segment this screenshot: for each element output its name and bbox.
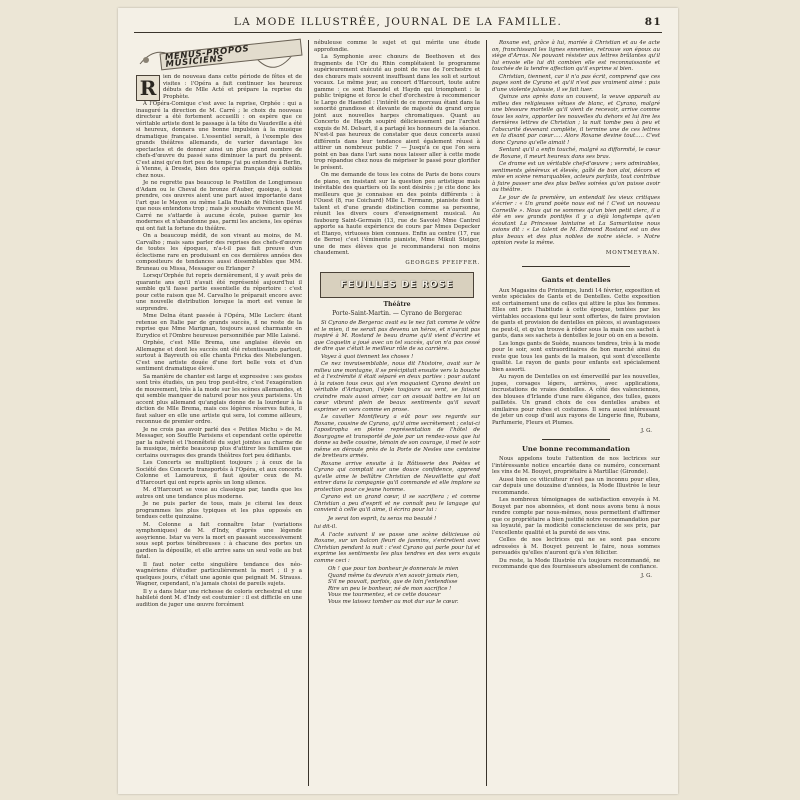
paragraph: Nous appelons toute l'attention de nos lectrices sur l'intéressante notice encartée dans ce numéro, concernant les vins de M. Bouyet, propriétaire à Martillac (Gironde). [492, 456, 660, 475]
paragraph: Le cavalier Montfleury a eût pour ses regards sur Roxane, cousine de Cyrano, qu'il aime secrètement ; celui-ci l'apostropha en pleine représentation de l'hôtel de Bourgogne et transporté de joie par un rendez-vous que lui donne sa belle cousine, témoin de son courage, il met le soir même en déroute près de la Porte de Nesles une centaine de bretteurs armés. [314, 414, 480, 459]
signature-pfeiffer: GEORGES PFEIFFER. [405, 259, 480, 266]
paragraph: Ce nez invraisemblable, nous dit l'histoire, avait sur le milieu une montagne, il se précipitait ensuite vers la bouche et à l'extrémité il était séparé en deux parties : pour autant à la raison tous ceux qui s'en moquaient Cyrano devint un véritable d'Artagnan, l'épée toujours au vent, se faisant craindre mais aussi aimer, car on avouait battre en lui un cœur vibrant plein de beaux sentiments qu'il savait exprimer en vers comme en prose. [314, 361, 480, 413]
gants-heading: Gants et dentelles [541, 276, 611, 284]
author-initials: J. G. [641, 428, 652, 434]
dropcap-letter: R [136, 75, 160, 101]
paragraph: Roxane arrive ensuite à la Rôtisserie des Poètes et Cyrano qui comptait sur une douce confidence, apprend qu'elle aime le bellâtre Christian de Neuvillette qui doit entrer dans la compagnie qu'il commande et elle implore sa protection pour ce jeune homme. [314, 460, 480, 493]
banner-title: MENUS-PROPOS MUSICIENS [160, 39, 303, 71]
paragraph: Aux Magasins du Printemps, lundi 14 février, exposition et vente spéciales de Gants et de Dentelles. Cette exposition est certainement une de celles qui attire le plus les femmes. Elles ont pris l'habitude à cette époque, tentées par les véritables occasions qui leur sont offertes, de faire provision de gants et provision de dentelles en pièces, si avantageuses ne peut-il, et qu'on trouve à rôder sous la main ces sachet à gants, dans ses sachets à dentelles le jour où on en a besoin. [492, 287, 660, 339]
section-separator [542, 439, 610, 440]
recommandation-heading: Une bonne recommandation [521, 444, 631, 453]
page-number: 81 [644, 16, 662, 28]
newspaper-page [118, 8, 678, 794]
column-divider [486, 40, 487, 786]
paragraph: lui dit-il. [314, 524, 337, 530]
paragraph: Sentant qu'il a enfin touché, malgré sa difformité, le cœur de Roxane, il meurt heureux dans ses bras. [492, 147, 660, 160]
verse-line: Vous me tourmentez, et ce cette douceur [328, 592, 441, 598]
paragraph: nébuleuse comme le sujet et qui mérite une étude approfondie. [314, 40, 480, 53]
paragraph: On a beaucoup médit, de son vivant au moins, de M. Carvalho ; mais sans parler des reprises des chefs-d'œuvre de toutes les époques, n'a-t-il pas fait preuve d'un éclectisme rare en produisant en ces dernières années des compositeurs de tendances aussi dissemblables que MM. Bruneau ou Missa, Messager ou Erlanger ? [136, 233, 302, 272]
column-2 [314, 40, 480, 607]
paragraph: Celles de nos lectrices qui ne se sont pas encore adressées à M. Bouyet peuvent le faire, nous sommes persuadés qu'elles n'auront qu'à s'en féliciter. [492, 537, 660, 556]
paragraph: Le jour de la première, un entendait les vieux critiques s'écrier : « Un grand poète nous est né ! C'est un nouveau Corneille ». Nous qui ne sommes qu'un bien petit clerc, il a été en ses grands pontifes il y a déjà longtemps qu'en écoutant La Princesse lointaine et La Samaritaine nous avions dit : « Le talent de M. Edmond Rostand est un des plus beaux et des plus nobles de notre siècle. » Notre opinion reste la même. [492, 194, 660, 246]
verse-line: Je serai ton esprit, tu seras ma beauté ! [328, 515, 437, 522]
paragraph: La Symphonie avec chœurs de Beethoven et des fragments de l'Or du Rhin complétaient le programme supérieurement exécuté au point de vue de l'orchestre et des chœurs mais souvent insuffisant dans les soli et surtout vocaux. Le même jour, au concert d'Harcourt, toute autre gamme : ce sont Haendel et Haydn qui triomphent : le public trépigne et force le chef d'orchestre à recommencer le Largo de Haendel : l'intérêt de ce morceau étant dans la sonorité grandiose et élevante de majesté du grand orgue joint aux nouvelles harpes chromatiques. Quant au Concerto de Haydn soupiré délicieusement par l'archet exquis de M. Delsart, il a partagé les honneurs de la séance. N'est-il pas heureux de constater que deux concerts aussi différents dans leur tendance aient également réussi à attirer un nombreux public ? — Jusqu'à ce que l'on sera point en bas dans l'art sans nous laisser aller à cette mode trop répandue chez nous de mépriser le passé pour glorifier le présent. [314, 54, 480, 171]
column-3 [492, 40, 660, 583]
banner-title: FEUILLES DE ROSE [340, 280, 454, 290]
paragraph: Mme Delna étant passée à l'Opéra, Mlle Leclerc étant retenue en Italie par de grands succès, il ne reste de la reprise que Mme Marignan, toujours aussi charmante en Eurydice et l'Ombre heureuse personnifiée par Mlle Laisné. [136, 313, 302, 339]
paragraph: Je ne puis parler de tous, mais je citerai les deux programmes les plus typiques et les plus opposés en tendues cette quinzaine. [136, 501, 302, 520]
verse-line: Quand même tu devrais n'en savoir jamais rien, [328, 572, 459, 579]
paragraph: Du reste, la Mode Illustrée n'a toujours recommandé, ne recommande que des fournisseurs absolument de confiance. [492, 557, 660, 570]
menus-propos-banner [136, 40, 302, 70]
first-paragraph [136, 74, 302, 100]
verse-quote [328, 566, 480, 605]
paragraph: Orphée, c'est Mlle Brema, une anglaise élevée en Allemagne et dont les succès ont été retentissants partout, surtout à Bayreuth où elle chanta Fricka des Niebelungen. C'est une artiste douée d'une fort belle voix et d'un sentiment dramatique élevé. [136, 340, 302, 372]
theatre-subheading: Porte-Saint-Martin. — Cyrano de Bergerac [332, 309, 462, 317]
verse-line: S'il ne pouvait, parfois, que de loin j'entendisse [328, 579, 458, 585]
paragraph: Christian, tiennent, car il n'a pas écrit, comprend que ces pages sont de Cyrano et qu'il n'est pas vraiment aimé : puis d'une violente jalousie, il se fait tuer. [492, 73, 660, 93]
paragraph: Quinze ans après dans un couvent, la veuve apparaît au milieu des religieuses vêtues de blanc, et Cyrano, malgré une blessure mortelle qu'il vient de recevoir, arrive comme tous les soirs, apporter les nouvelles du dehors et lui lire les dernières lettres de Christian ; la nuit tombe peu à peu et l'obscurité devenant complète, il termine une de ces lettres en la disant par cœur….. Alors Roxane devine tout….. C'est donc Cyrano qu'elle aimait ! [492, 94, 660, 146]
verse-line: Rire un peu le bonheur, né de mon sacrifice ! [328, 585, 452, 592]
paragraph: Ce drame est un véritable chef-d'œuvre ; vers admirables, sentiments généreux et élevés, gaîté de bon aloi, décors et mise en scène remarquables, acteurs parfaits, tout contribue à faire passer une des plus belles soirées qu'on puisse avoir au théâtre. [492, 161, 660, 193]
paragraph: Sa manière de chanter est large et expressive : ses gestes sont très étudiés, un peu trop peut-être, c'est l'exagération de mouvement, très à la mode sur les scènes allemandes, et qui semble manquer de naturel pour nos yeux parisiens. Un accent plus allemand qu'anglais donne de la lourdeur à la diction de Mlle Brema, mais ces légères réserves faites, il faut saluer en elle une artiste qui sera, loi comme ailleurs, reconnue de premier ordre. [136, 373, 302, 425]
paragraph: Voyez à quoi tiennent les choses ! [321, 353, 414, 360]
journal-title: LA MODE ILLUSTRÉE, JOURNAL DE LA FAMILLE. [233, 16, 563, 28]
paragraph: Je ne regrette pas beaucoup le Postillon de Longjumeau d'Adam ou le Cheval de bronze d'Auber, quoique, à tout prendre, ces œuvres aient une part aussi importante dans l'art que le Mayon ou même Lalla Roukh de Félicien David que nous entendons trop ; mais je souhaite vivement que M. Carré ne s'attarde à aucune école, puisse garnir les modernes et n'abandonne pas, parmi les anciens, les opéras qui ont fait la fortune du théâtre. [136, 180, 302, 232]
paragraph: Roxane est, grâce à lui, mariée à Christian et au 4e acte on, franchissant les lignes ennemies, retrouve son époux au siège d'Arras. Ne pouvant résister aux lettres brûlantes qu'il lui envoie elle lui dit combien elle est reconnaissante et touchée de la tendre affection qu'il exprime si bien. [492, 40, 660, 72]
paragraph: Aussi bien ce viticulteur n'est pas un inconnu pour elles, car depuis une douzaine d'années, la Mode Illustrée le leur recommande. [492, 476, 660, 496]
paragraph: Les longs gants de Suède, nuances tendres, très à la mode pour le soir, sont extraordinaires de bon marché ainsi du reste que tous les gants de la maison, qui sont d'excellente qualité. Le rayon de gants pour enfants est spécialement bien assorti. [492, 340, 660, 373]
paragraph: M. Colonne a fait connaître Istar (variations symphoniques) de M. d'Indy, d'après une légende assyrienne. Istar va vers la mort en passant successivement sous sept portes ténébreuses : à chacune des portes un gardien la dépouille, et elle arrive sans un seul voile au but fatal. [136, 521, 302, 560]
column-divider [308, 40, 309, 786]
signature-montmeyran: MONTMEYRAN. [605, 249, 660, 256]
paragraph: Il faut noter cette singulière tendance des néo-wagnériens d'étudier particulièrement la mort ; il y a quelques jours, c'était une agonie que peignait M. Strauss. Wagner, cependant, n'a jamais choisi de pareils sujets. [136, 561, 302, 587]
paragraph: Si Cyrano de Bergerac avait eu le nez fait comme le vôtre et le mien, il ne serait pas devenu un héros, et n'aurait pas inspiré à M. Rostand le beau drame qu'il vient d'écrire et que Coquelin a joué avec un tel succès, qu'on n'a pas cessé de dire que c'était le meilleur rôle de sa carrière. [314, 320, 480, 352]
section-separator [522, 266, 630, 267]
author-initials: J. G. [641, 572, 652, 579]
paragraph: Au rayon de Dentelles on est émerveillé par les nouvelles, jupes, corsages légers, arrières, avec applications, incrustations de vraies dentelles. A côté des valenciennes, des blouses d'Irlande d'une rare élégance, des tulles, gazes pailletés. Un grand choix de ces dentelles arabes et similaires pour robes et costumes. Il sera aussi intéressant de jeter un coup d'œil aux rayons de Lingerie fine, Rubans, Parfumerie, Fleurs et Plumes. [492, 374, 660, 426]
feuilles-de-rose-banner [320, 272, 474, 298]
paragraph: A l'acte suivant il se passe une scène délicieuse où Roxane, sur un balcon fleuri de jasmins, s'entretient avec Christian pendant la nuit : c'est Cyrano qui parle pour lui et exprime les sentiments les plus tendres en des vers exquis comme ceci : [314, 531, 480, 564]
column-1 [136, 40, 302, 609]
paragraph: Cyrano est un grand cœur, il se sacrifiera ; et comme Christian a peu d'esprit et ne connaît peu le langage qui convient à celle qu'il aime, il écrira pour lui : [314, 494, 480, 513]
header-rule [134, 32, 662, 33]
verse-line: Vous me laissez tomber au mot dur sur le cœur. [328, 598, 459, 605]
verse-quote [328, 516, 480, 523]
theatre-heading: Théâtre [383, 301, 411, 308]
paragraph: Les nombreux témoignages de satisfaction envoyés à M. Bouyet par nos abonnées, et dont nous avons tenu à nous rendre compte par nous-mêmes, nous permettent d'affirmer que ce propriétaire a bien justifié notre recommandation par sa loyauté, par la modicité consciencieuse de ses prix, par l'excellente qualité et la pureté de ses vins. [492, 497, 660, 536]
paragraph: On me demande de tous les coins de Paris de bons cours de piano, en insistant sur la question peu artistique mais inévitable des quartiers où ils sont désirés ; je cite donc les meilleurs que je connaisse en des points différents : à l'Ouest (8, rue Coichard) Mlle L. Fermann, pianiste dont le talent et d'une grande distinction comme sa personne, réunit les divers cours d'enseignement musical. Au faubourg Saint-Germain (13, rue de Savoie) Mme Cantrel apporte sa haute expérience de cours par Mmes Depecker et Etanyo, virtuoses bien connues. Enfin au centre (17, rue de Berne) c'est l'éminente pianiste, Mme Mikuli Steiger, une de mes élèves que je recommanderai non moins chaudement. [314, 172, 480, 256]
paragraph: Je ne crois pas avoir parlé des « Petites Michu » de M. Messager, son Souffle Parisiens et cependant cette opérette par la naïveté et l'honnêteté du sujet jointes au charme de la musique, mérite beaucoup plus d'attirer les familles que certains ouvrages des grands théâtres fort peu édifiants. [136, 426, 302, 459]
paragraph-text: ien de nouveau dans cette période de fêtes et de visites : l'Opéra a fait continuer les heureux débuts de Mlle Acté et prépare la reprise du Prophète. [163, 74, 302, 100]
paragraph: Lorsqu'Orphée fut repris dernièrement, il y avait près de quarante ans qu'il n'avait été représenté aujourd'hui il semble qu'il fasse partie essentielle du répertoire : c'est pour cette raison que M. Carvalho le préparait encore avec une nouvelle distribution lorsque la mort est venue le surprendre. [136, 273, 302, 312]
paragraph: A l'Opéra-Comique c'est avec la reprise, Orphée : qui a inauguré la direction de M. Carré ; le choix du nouveau directeur a été fortement accueilli : on espère que ce véritable artiste dont le passage à la tête du Vaudeville a été si heureux, donnera une bonne impulsion à la musique dramatique française. L'essentiel serait, à l'exemple des grands théâtres allemands, de varier davantage les spectacles et de donner ainsi un plus grand nombre de chefs-d'œuvre du passé sans diminuer la part du présent. C'est ainsi qu'en fort peu de temps j'ai pu entendre à Berlin, à Vienne, à Dresde, bien des opéras français déjà oubliés chez nous. [136, 101, 302, 179]
paragraph: Il y a dans Istar une richesse de coloris orchestral et une habileté dont M. d'Indy est coutumier : il est difficile en une audition de juger une œuvre forcément [136, 588, 302, 608]
paragraph: Les Concerts se multiplient toujours ; à ceux de la Société des Concerts transportés à l'Opéra, et aux concerts Colonne et Lamoureux, il faut ajouter ceux de M. d'Harcourt qui ont repris après un long silence. [136, 460, 302, 486]
paragraph: M. d'Harcourt se voue au classique par, tandis que les autres ont une tendance plus moderne. [136, 487, 302, 500]
verse-line: Oh ! que pour ton bonheur je donnerais le mien [328, 566, 459, 572]
